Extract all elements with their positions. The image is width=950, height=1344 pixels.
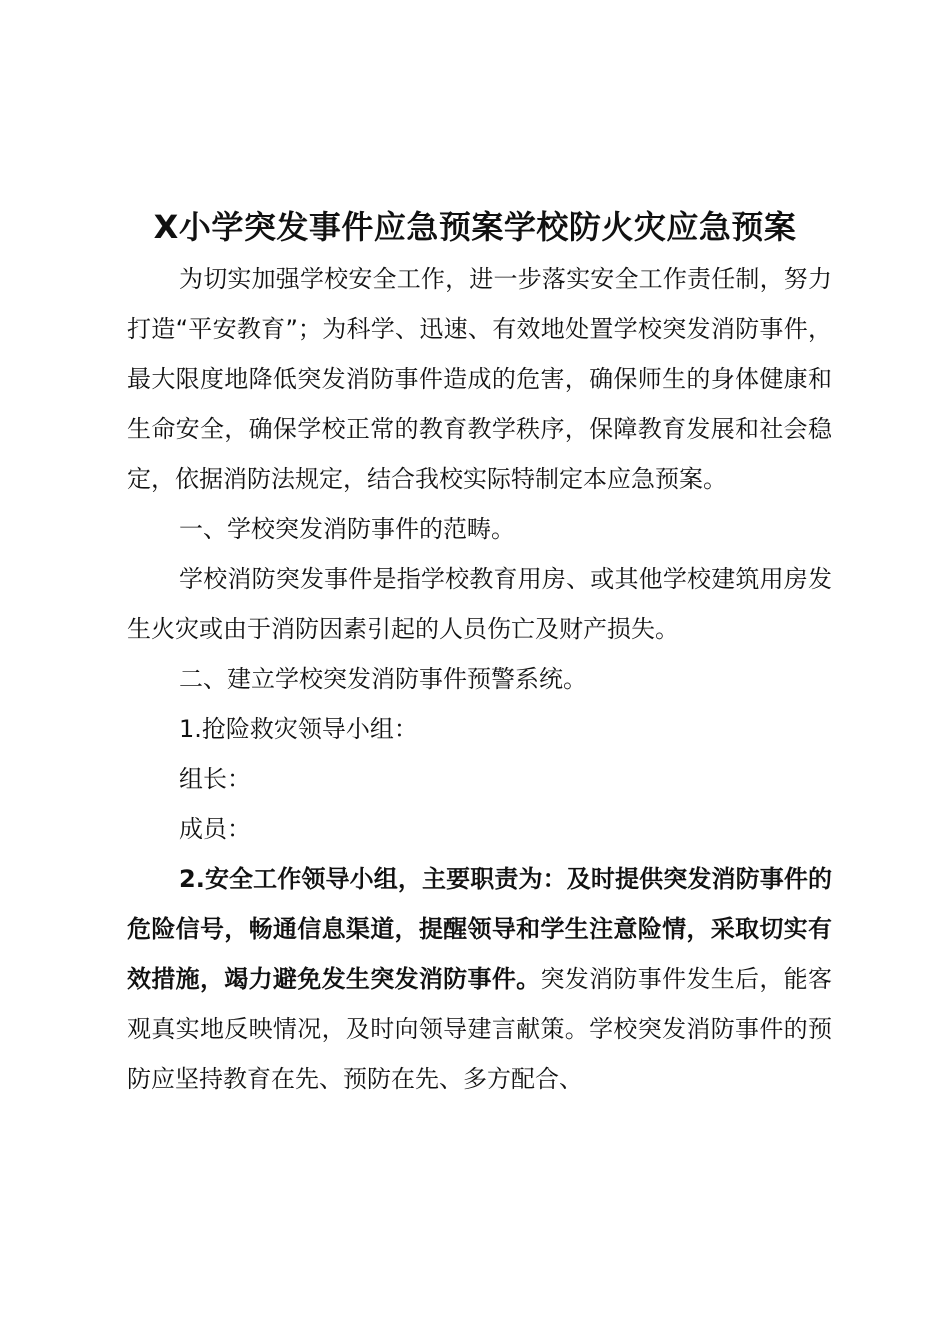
item-2-paragraph xyxy=(127,854,832,1104)
members-line: 成员： xyxy=(179,815,251,843)
section-2-heading: 二、建立学校突发消防事件预警系统。 xyxy=(179,665,587,693)
section-1-body: 学校消防突发事件是指学校教育用房、或其他学校建筑用房发生火灾或由于消防因素引起的人员伤亡及财产损失。 xyxy=(127,565,832,643)
item-2-bold-text: 2.安全工作领导小组，主要职责为：及时提供突发消防事件的危险信号，畅通信息渠道，提醒领导和学生注意险情，采取切实有效措施，竭力避免发生突发消防事件。 xyxy=(127,865,832,993)
section-1-heading: 一、学校突发消防事件的范畴。 xyxy=(179,515,515,543)
document-body xyxy=(127,254,832,1104)
leader-line: 组长： xyxy=(179,765,251,793)
item-1-emergency-leadership-group: 1.抢险救灾领导小组： xyxy=(179,715,418,743)
intro-paragraph: 为切实加强学校安全工作，进一步落实安全工作责任制，努力打造“平安教育”；为科学、迅速、有效地处置学校突发消防事件，最大限度地降低突发消防事件造成的危害，确保师生的身体健康和生命安全，确保学校正常的教育教学秩序，保障教育发展和社会稳定，依据消防法规定，结合我校实际特制定本应急预案。 xyxy=(127,265,832,493)
document-title: X小学突发事件应急预案学校防火灾应急预案 xyxy=(153,208,797,247)
item-2-normal-text: 突发消防事件发生后，能客观真实地反映情况，及时向领导建言献策。学校突发消防事件的预防应坚持教育在先、预防在先、多方配合、 xyxy=(127,965,833,1093)
